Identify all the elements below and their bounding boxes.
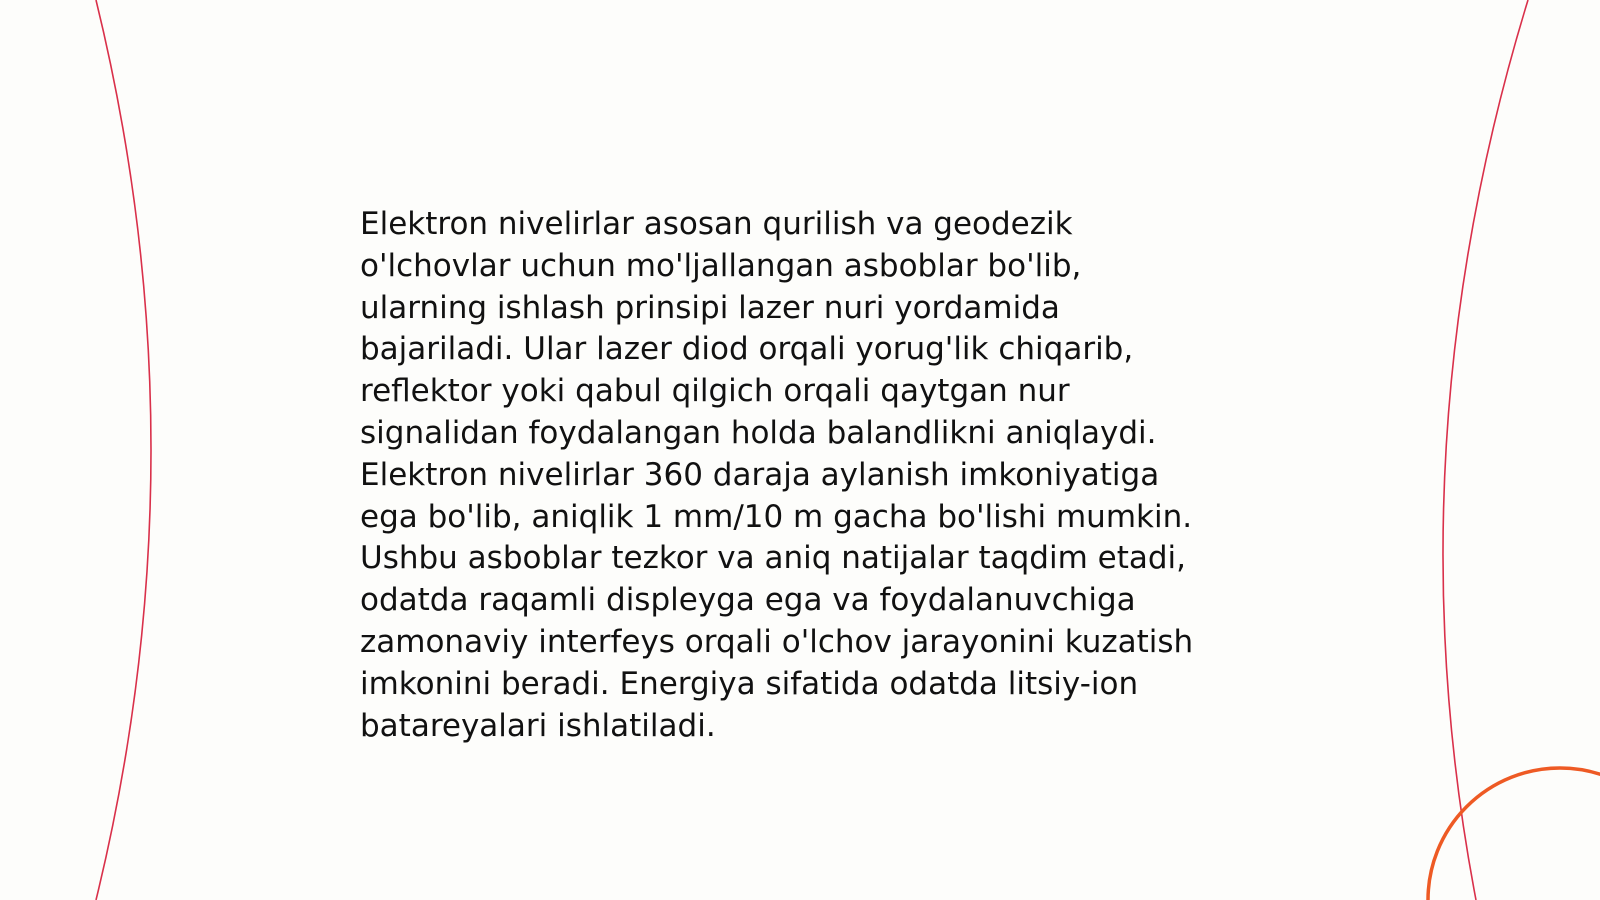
paragraph-line: signalidan foydalangan holda balandlikni aniqlaydi. — [360, 414, 1157, 451]
left-arc-line — [96, 0, 151, 900]
paragraph-line: o'lchovlar uchun mo'ljallangan asboblar bo'lib, — [360, 247, 1082, 284]
corner-circle-outline — [1428, 768, 1600, 900]
paragraph-line: ularning ishlash prinsipi lazer nuri yordamida — [360, 289, 1060, 326]
paragraph-line: Elektron nivelirlar 360 daraja aylanish imkoniyatiga — [360, 456, 1160, 493]
paragraph-line: Elektron nivelirlar asosan qurilish va geodezik — [360, 206, 1073, 242]
paragraph-line: imkonini beradi. Energiya sifatida odatda litsiy-ion — [360, 665, 1139, 702]
body-paragraph — [360, 204, 1240, 747]
paragraph-line: bajariladi. Ular lazer diod orqali yorug'lik chiqarib, — [360, 331, 1134, 368]
right-arc-line — [1443, 0, 1528, 900]
paragraph-line: Ushbu asboblar tezkor va aniq natijalar taqdim etadi, — [360, 540, 1187, 577]
paragraph-line: odatda raqamli displeyga ega va foydalanuvchiga — [360, 582, 1136, 619]
paragraph-line: ega bo'lib, aniqlik 1 mm/10 m gacha bo'lishi mumkin. — [360, 498, 1193, 535]
paragraph-line: zamonaviy interfeys orqali o'lchov jarayonini kuzatish — [360, 623, 1194, 660]
paragraph-line: reflektor yoki qabul qilgich orqali qaytgan nur — [360, 373, 1070, 410]
paragraph-line: batareyalari ishlatiladi. — [360, 707, 716, 744]
